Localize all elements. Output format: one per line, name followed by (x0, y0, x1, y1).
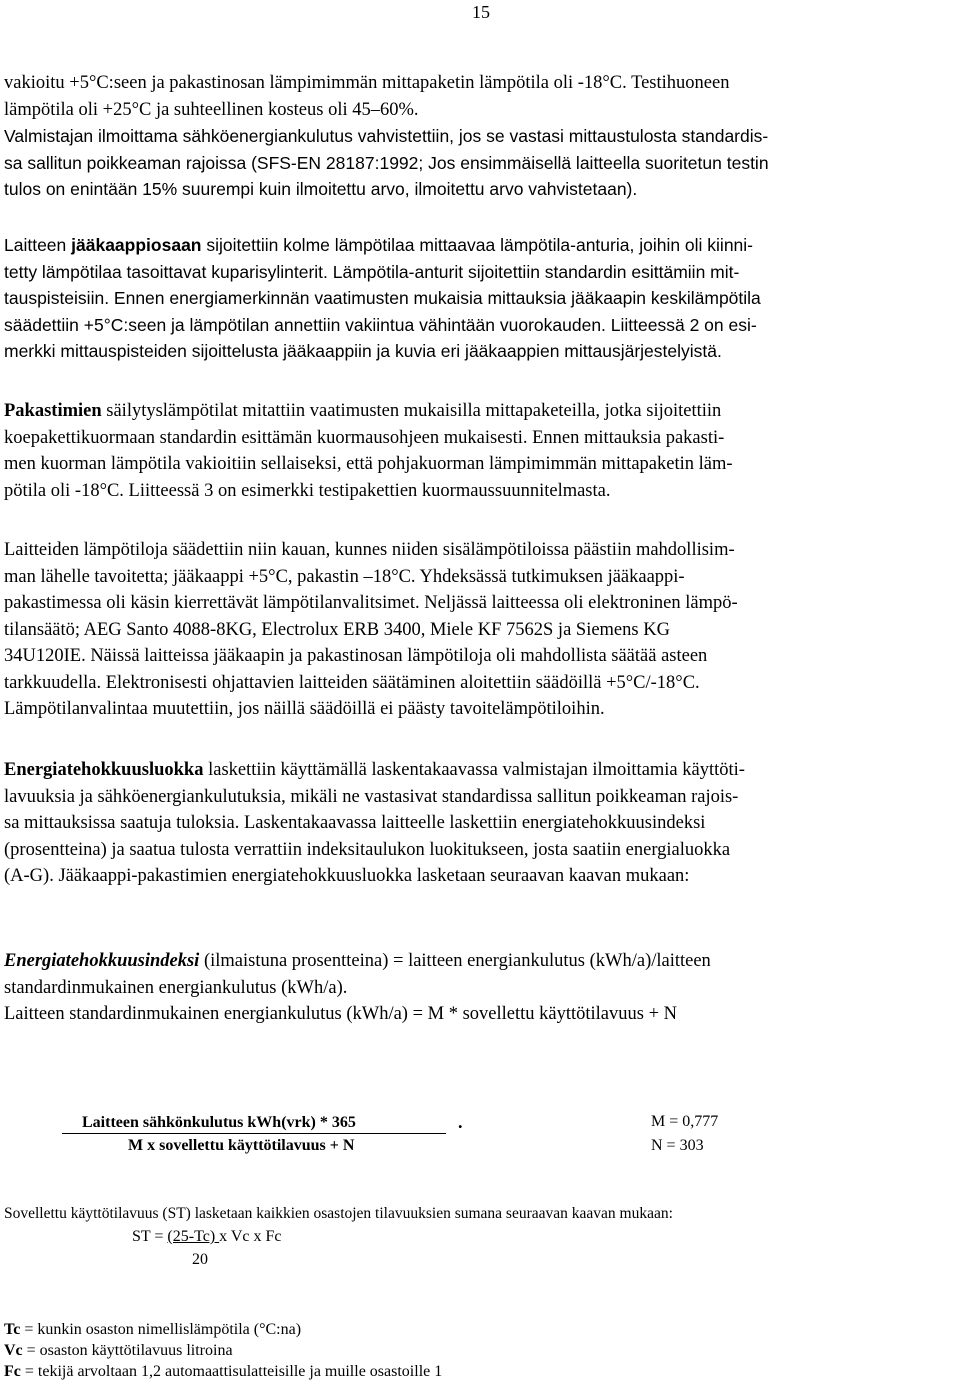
definition-fc (4, 1363, 442, 1381)
text-line: Laitteen standardinmukainen energiankulutus (kWh/a) = M * sovellettu käyttötilavuus + N (4, 1004, 678, 1024)
text-line: Laitteiden lämpötiloja säädettiin niin kauan, kunnes niiden sisälämpötiloissa päästiin mahdollisim- (4, 540, 735, 560)
definition-text: = osaston käyttötilavuus litroina (22, 1342, 233, 1359)
paragraph-temperature-adjustment (4, 537, 956, 723)
formula-denominator: M x sovellettu käyttötilavuus + N (128, 1137, 355, 1154)
text-line (4, 757, 956, 784)
st-intro: Sovellettu käyttötilavuus (ST) lasketaan kaikkien osastojen tilavuuksien sumana seuraavan kaavan mukaan: (4, 1205, 673, 1222)
paragraph-test-conditions (4, 70, 956, 123)
formula-numerator: Laitteen sähkönkulutus kWh(vrk) * 365 (62, 1113, 446, 1134)
text-line: tilansäätö; AEG Santo 4088-8KG, Electrolux ERB 3400, Miele KF 7562S ja Siemens KG (4, 619, 670, 640)
st-expression (132, 1228, 282, 1246)
text-line: Lämpötilanvalintaa muutettiin, jos näillä säädöillä ei päästy tavoitelämpötiloihin. (4, 699, 605, 719)
bold-term: jääkaappiosaan (71, 235, 202, 255)
text-line (4, 398, 956, 425)
definition-tc (4, 1321, 301, 1339)
st-rest: x Vc x Fc (219, 1228, 282, 1245)
paragraph-energy-verification (4, 123, 956, 203)
formula-dot: . (458, 1112, 463, 1132)
constant-n: N = 303 (651, 1137, 704, 1154)
definition-symbol: Vc (4, 1342, 23, 1359)
text-line: standardinmukainen energiankulutus (kWh/a). (4, 977, 348, 998)
text-line (4, 948, 956, 975)
st-fraction-numerator: (25-Tc) (167, 1228, 220, 1245)
constant-m: M = 0,777 (651, 1113, 719, 1130)
text-line: (prosentteina) ja saatua tulosta verrattiin indeksitaulukon luokitukseen, josta saatiin energialuokka (4, 839, 731, 860)
text-line: pakastimessa oli käsin kierrettävät lämpötilanvalitsimet. Neljässä laitteessa oli elektroninen lämpö- (4, 593, 738, 613)
text-line: men kuorman lämpötila vakioitiin sellaiseksi, että pohjakuorman lämpimimmän mittapaketin läm- (4, 454, 733, 474)
text-line: pötila oli -18°C. Liitteessä 3 on esimerkki testipakettien kuormaussuunnitelmasta. (4, 480, 611, 501)
text-span: säilytyslämpötilat mitattiin vaatimusten mukaisilla mittapaketeilla, jotka sijoitettiin (101, 401, 722, 421)
paragraph-freezer (4, 398, 956, 504)
text-line: tarkkuudella. Elektronisesti ohjattavien laitteiden säätäminen aloitettiin säädöillä +5°C/-18°C. (4, 672, 700, 693)
text-line: 34U120IE. Näissä laitteissa jääkaapin ja pakastinosan lämpötiloja oli mahdollista säätää asteen (4, 646, 708, 666)
text-line: lavuuksia ja sähköenergiankulutuksia, mikäli ne vastasivat standardissa sallitun poikkeaman rajois- (4, 786, 739, 807)
text-line: sa sallitun poikkeaman rajoissa (SFS-EN 28187:1992; Jos ensimmäisellä laitteella suoritetun testin (4, 152, 769, 173)
text-line: lämpötila oli +25°C ja suhteellinen kosteus oli 45–60%. (4, 99, 419, 120)
text-line: man lähelle tavoitetta; jääkaappi +5°C, pakastin –18°C. Yhdeksässä tutkimuksen jääkaappi- (4, 566, 685, 587)
definition-symbol: Fc (4, 1363, 21, 1380)
text-line: Valmistajan ilmoittama sähköenergiankulutus vahvistettiin, jos se vastasi mittaustulosta standardis- (4, 126, 769, 146)
text-span: Laitteen (4, 235, 72, 255)
text-line (4, 232, 956, 259)
text-line: vakioitu +5°C:seen ja pakastinosan lämpimimmän mittapaketin lämpötila oli -18°C. Testihuoneen (4, 73, 730, 93)
text-span: sijoitettiin kolme lämpötilaa mittaavaa lämpötila-anturia, joihin oli kiinni- (201, 235, 753, 255)
definition-text: = tekijä arvoltaan 1,2 automaattisulatteisille ja muille osastoille 1 (20, 1363, 443, 1380)
text-line: (A-G). Jääkaappi-pakastimien energiatehokkuusluokka lasketaan seuraavan kaavan mukaan: (4, 866, 690, 886)
text-line: koepakettikuormaan standardin esittämän kuormausohjeen mukaisesti. Ennen mittauksia pakasti- (4, 427, 725, 448)
text-line: tetty lämpötilaa tasoittavat kuparisylinterit. Lämpötila-anturit sijoitettiin standardin esittämiin mit- (4, 261, 740, 282)
text-span: laskettiin käyttämällä laskentakaavassa valmistajan ilmoittamia käyttöti- (203, 760, 745, 780)
text-line: merkki mittauspisteiden sijoittelusta jääkaappiin ja kuvia eri jääkaappien mittausjärjestelyistä. (4, 341, 722, 361)
text-line: sa mittauksissa saatuja tuloksia. Laskentakaavassa laitteelle laskettiin energiatehokkuusindeksi (4, 813, 706, 833)
text-span: (ilmaistuna prosentteina) = laitteen energiankulutus (kWh/a)/laitteen (199, 951, 711, 971)
text-line: säädettiin +5°C:seen ja lämpötilan annettiin vakiintua vähintään vuorokauden. Liitteessä 2 on esi- (4, 314, 757, 335)
bold-italic-term: Energiatehokkuusindeksi (4, 951, 200, 971)
text-line: tauspisteisiin. Ennen energiamerkinnän vaatimusten mukaisia mittauksia jääkaapin keskilämpötila (4, 288, 761, 308)
page-number: 15 (472, 2, 490, 22)
st-fraction-denominator: 20 (192, 1251, 208, 1268)
text-line: tulos on enintään 15% suurempi kuin ilmoitettu arvo, ilmoitettu arvo vahvistetaan). (4, 179, 638, 199)
paragraph-fridge-section (4, 232, 956, 365)
st-lhs: ST = (132, 1228, 168, 1245)
paragraph-energy-class (4, 757, 956, 890)
definition-vc (4, 1342, 233, 1360)
definition-text: = kunkin osaston nimellislämpötila (°C:na) (20, 1321, 302, 1338)
definition-symbol: Tc (4, 1321, 21, 1338)
bold-term: Pakastimien (4, 401, 102, 421)
paragraph-energy-index (4, 948, 956, 1028)
bold-term: Energiatehokkuusluokka (4, 760, 204, 780)
